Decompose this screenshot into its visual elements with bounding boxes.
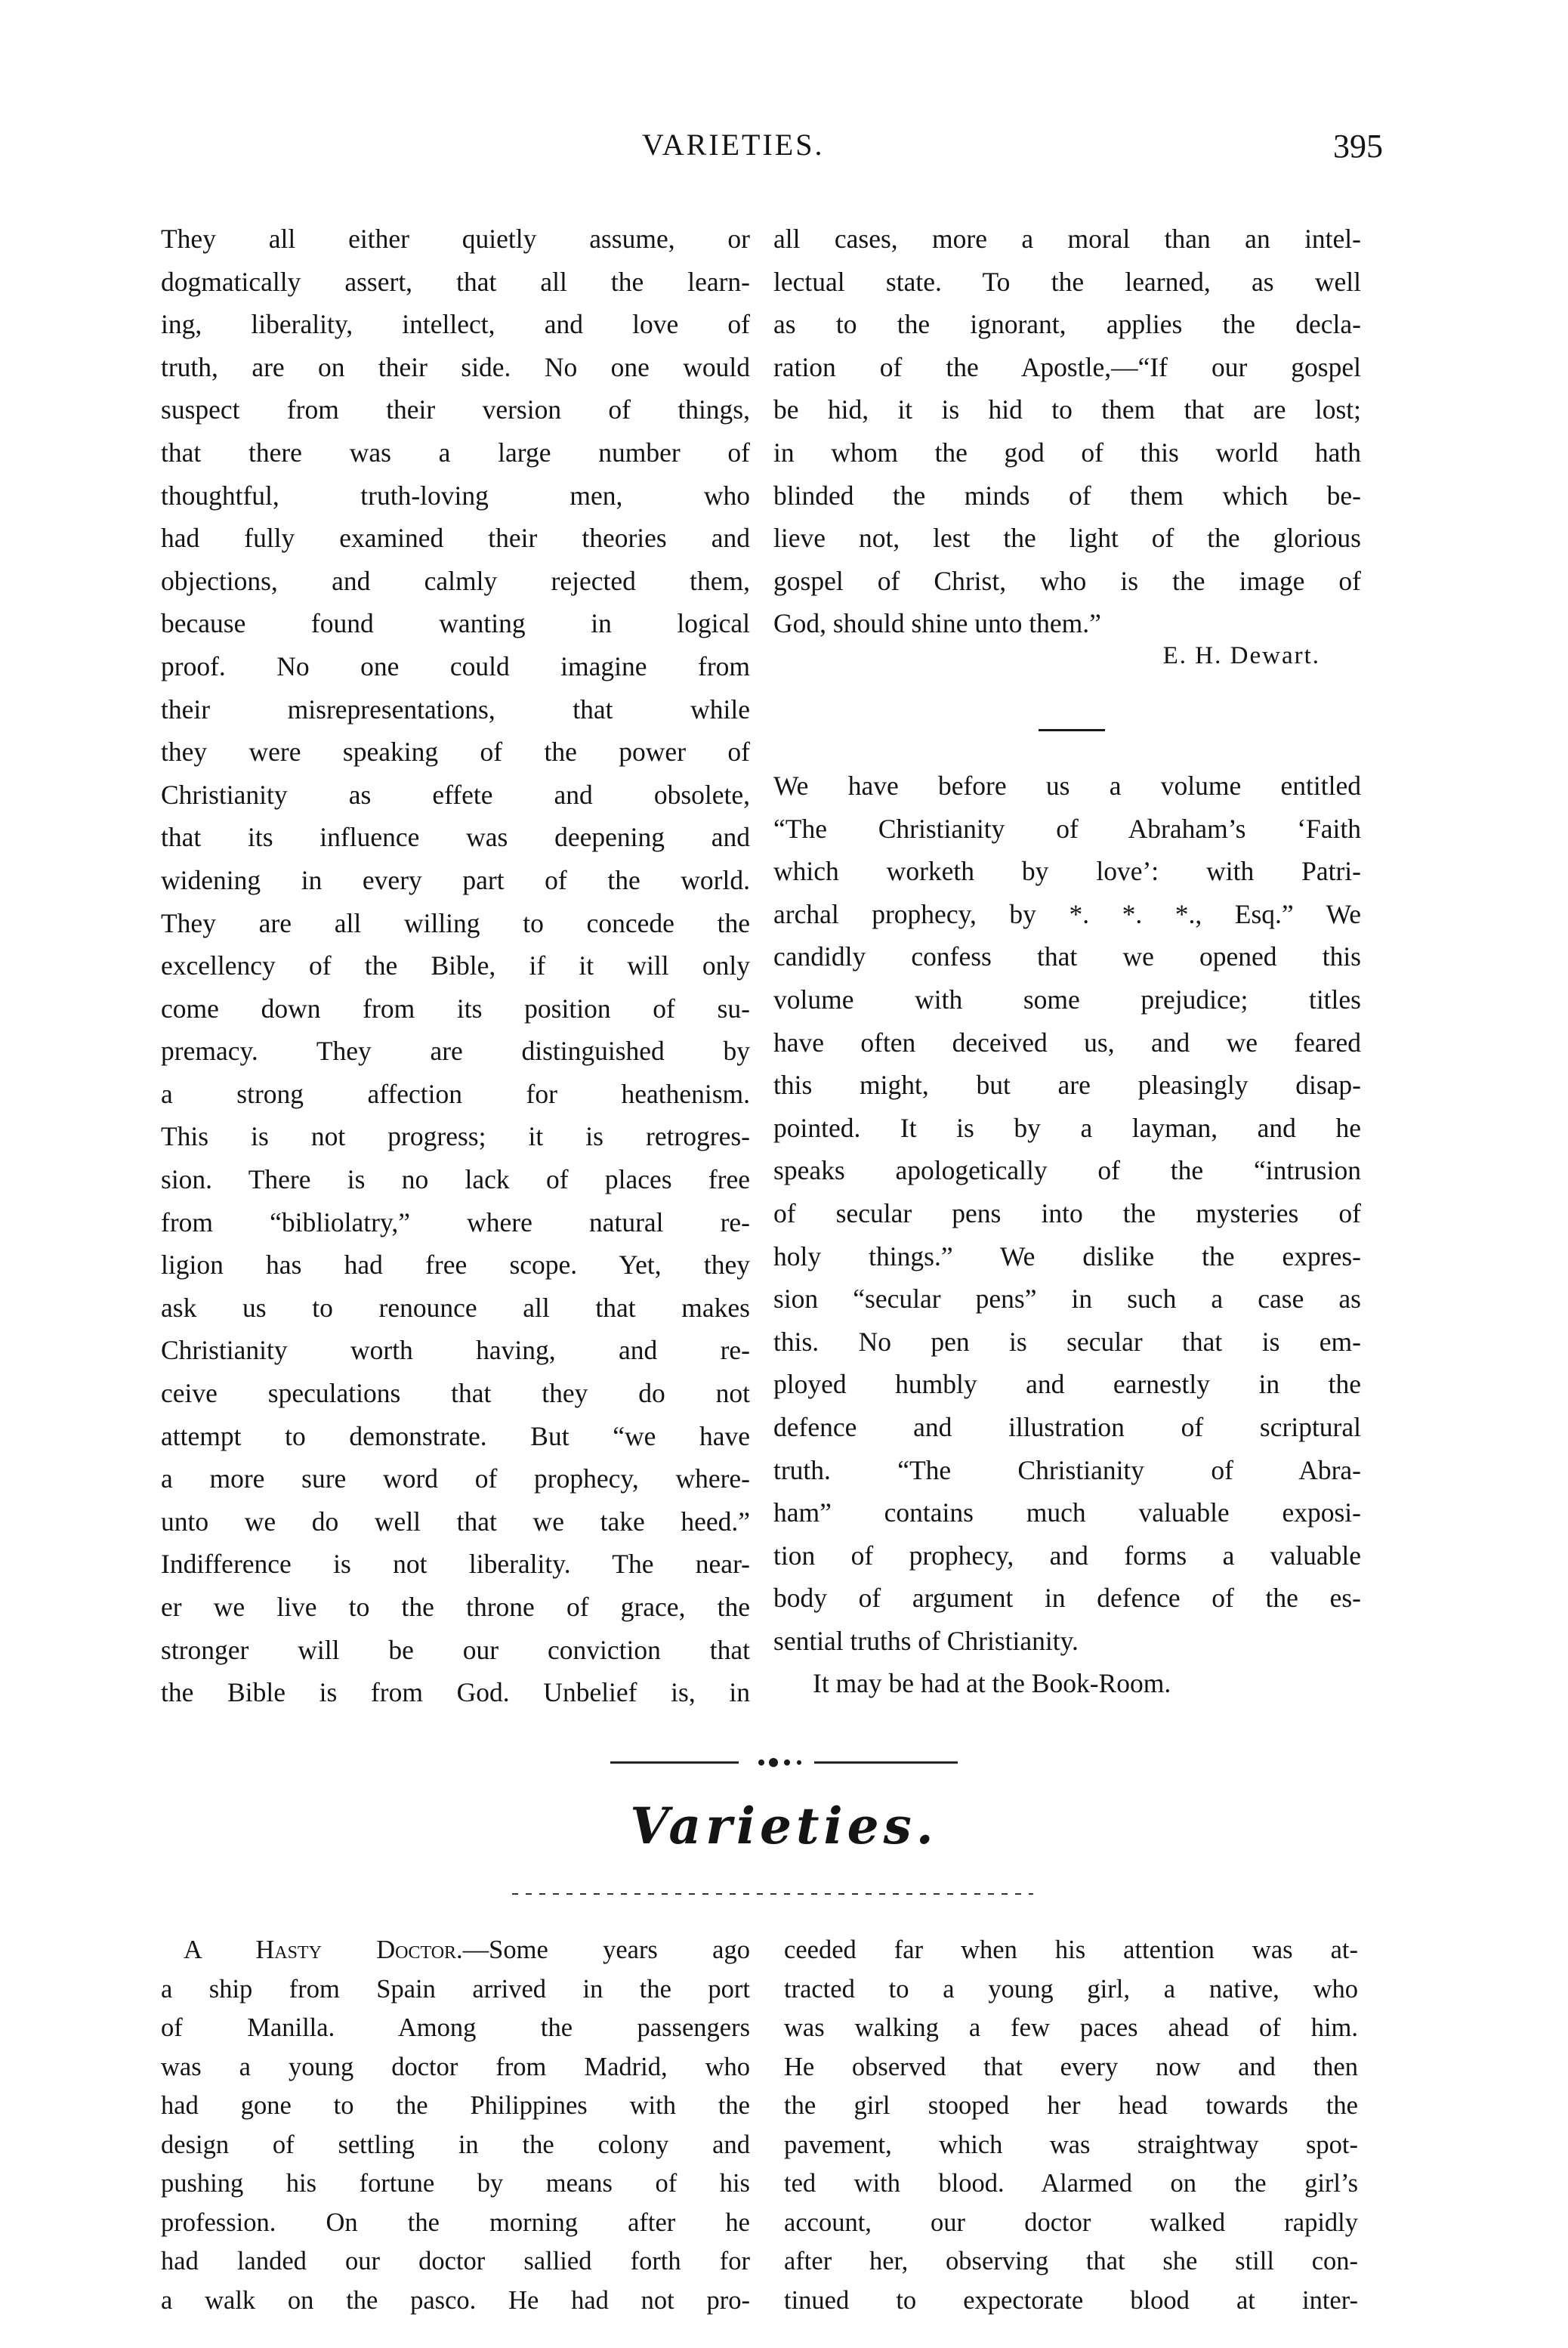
- text-line: have often deceived us, and we feared: [773, 1027, 1361, 1058]
- text-line: It may be had at the Book-Room.: [813, 1668, 1171, 1699]
- text-line: this. No pen is secular that is em-: [773, 1326, 1361, 1357]
- text-line: was a young doctor from Madrid, who: [161, 2052, 750, 2081]
- author-signature: E. H. Dewart.: [1162, 642, 1320, 669]
- text-line: had gone to the Philippines with the: [161, 2091, 750, 2120]
- text-line: widening in every part of the world.: [161, 864, 750, 895]
- text-line: ham” contains much valuable exposi-: [773, 1497, 1361, 1528]
- text-line: volume with some prejudice; titles: [773, 984, 1361, 1015]
- text-line: We have before us a volume entitled: [773, 771, 1361, 801]
- text-line: suspect from their version of things,: [161, 394, 750, 425]
- lower-left-column: [161, 1931, 750, 2320]
- text-line: truth. “The Christianity of Abra-: [773, 1454, 1361, 1485]
- text-line: proof. No one could imagine from: [161, 650, 750, 681]
- text-line: blinded the minds of them which be-: [773, 480, 1361, 511]
- text-line: their misrepresentations, that while: [161, 694, 750, 724]
- text-line: had fully examined their theories and: [161, 523, 750, 554]
- text-line: sion “secular pens” in such a case as: [773, 1284, 1361, 1315]
- text-line: pavement, which was straightway spot-: [784, 2130, 1358, 2159]
- article-first-line: [161, 1931, 750, 1970]
- page-number: 395: [1333, 128, 1383, 165]
- section-heading: Varieties.: [630, 1797, 938, 1855]
- text-line: tracted to a young girl, a native, who: [784, 1974, 1358, 2004]
- text-line: lieve not, lest the light of the glorious: [773, 523, 1361, 554]
- ornamental-rule: [610, 1751, 958, 1774]
- text-line: Christianity as effete and obsolete,: [161, 779, 750, 810]
- text-line: “The Christianity of Abraham’s ‘Faith: [773, 813, 1361, 844]
- text-line: had landed our doctor sallied forth for: [161, 2247, 750, 2275]
- text-line: of Manilla. Among the passengers: [161, 2013, 750, 2042]
- text-line: defence and illustration of scriptural: [773, 1411, 1361, 1442]
- text-line: a strong affection for heathenism.: [161, 1078, 750, 1109]
- text-line: Christianity worth having, and re-: [161, 1335, 750, 1366]
- text-line: the Bible is from God. Unbelief is, in: [161, 1677, 750, 1708]
- text-line: excellency of the Bible, if it will only: [161, 950, 750, 981]
- text-line: after her, observing that she still con-: [784, 2247, 1358, 2275]
- text-line: gospel of Christ, who is the image of: [773, 565, 1361, 596]
- text-line: speaks apologetically of the “intrusion: [773, 1155, 1361, 1186]
- text-line: ted with blood. Alarmed on the girl’s: [784, 2169, 1358, 2198]
- text-line: ration of the Apostle,—“If our gospel: [773, 351, 1361, 382]
- text-line: ing, liberality, intellect, and love of: [161, 309, 750, 340]
- text-line: sential truths of Christianity.: [773, 1625, 1079, 1656]
- text-line: a walk on the pasco. He had not pro-: [161, 2285, 750, 2315]
- text-line: all cases, more a moral than an intel-: [773, 224, 1361, 254]
- short-divider-rule: [1039, 729, 1105, 731]
- text-line: This is not progress; it is retrogres-: [161, 1121, 750, 1152]
- text-line: unto we do well that we take heed.”: [161, 1506, 750, 1537]
- upper-right-column-part2: [773, 765, 1361, 1705]
- text-line: tinued to expectorate blood at inter-: [784, 2285, 1358, 2315]
- text-line: a more sure word of prophecy, where-: [161, 1463, 750, 1494]
- text-line: holy things.” We dislike the expres-: [773, 1240, 1361, 1271]
- text-line: They are all willing to concede the: [161, 907, 750, 938]
- text-line: of secular pens into the mysteries of: [773, 1197, 1361, 1228]
- text-line: body of argument in defence of the es-: [773, 1583, 1361, 1614]
- text-line: account, our doctor walked rapidly: [784, 2207, 1358, 2237]
- upper-left-column: [161, 218, 750, 1714]
- running-title: VARIETIES.: [642, 128, 825, 162]
- text-line: design of settling in the colony and: [161, 2130, 750, 2159]
- text-line: lectual state. To the learned, as well: [773, 266, 1361, 297]
- text-line: as to the ignorant, applies the decla-: [773, 309, 1361, 340]
- text-line: objections, and calmly rejected them,: [161, 565, 750, 596]
- text-line: was walking a few paces ahead of him.: [784, 2013, 1358, 2042]
- text-line: from “bibliolatry,” where natural re-: [161, 1206, 750, 1237]
- text-line: ceeded far when his attention was at-: [784, 1936, 1358, 1964]
- text-line: pointed. It is by a layman, and he: [773, 1112, 1361, 1143]
- text-line: ceive speculations that they do not: [161, 1378, 750, 1409]
- text-line: because found wanting in logical: [161, 608, 750, 639]
- text-line: they were speaking of the power of: [161, 737, 750, 768]
- running-head: [0, 127, 1568, 172]
- text-line: a ship from Spain arrived in the port: [161, 1974, 750, 2004]
- text-line: God, should shine unto them.”: [773, 608, 1101, 639]
- text-line: which worketh by love’: with Patri-: [773, 856, 1361, 887]
- text-line: in whom the god of this world hath: [773, 437, 1361, 468]
- text-line: er we live to the throne of grace, the: [161, 1592, 750, 1622]
- text-line: Indifference is not liberality. The near-: [161, 1549, 750, 1580]
- text-line: attempt to demonstrate. But “we have: [161, 1420, 750, 1451]
- text-line: the girl stooped her head towards the: [784, 2091, 1358, 2120]
- text-line: that there was a large number of: [161, 437, 750, 468]
- text-line: profession. On the morning after he: [161, 2207, 750, 2237]
- upper-right-column-part1: [773, 218, 1361, 645]
- text-line: be hid, it is hid to them that are lost;: [773, 394, 1361, 425]
- text-line: dogmatically assert, that all the learn-: [161, 266, 750, 297]
- text-line: sion. There is no lack of places free: [161, 1164, 750, 1195]
- text-line: ligion has had free scope. Yet, they: [161, 1250, 750, 1281]
- text-line: ask us to renounce all that makes: [161, 1292, 750, 1323]
- text-line: He observed that every now and then: [784, 2052, 1358, 2081]
- text-line: ployed humbly and earnestly in the: [773, 1369, 1361, 1400]
- text-line: come down from its position of su-: [161, 993, 750, 1024]
- article-lead-in: A Hasty Doctor.: [184, 1936, 463, 1964]
- article-first-line-rest: —Some years ago: [462, 1936, 750, 1964]
- text-line: premacy. They are distinguished by: [161, 1036, 750, 1067]
- text-line: They all either quietly assume, or: [161, 224, 750, 254]
- text-line: candidly confess that we opened this: [773, 941, 1361, 972]
- dashed-ornament-rule: [512, 1891, 1033, 1897]
- text-line: archal prophecy, by *. *. *., Esq.” We: [773, 898, 1361, 929]
- text-line: that its influence was deepening and: [161, 822, 750, 853]
- text-line: stronger will be our conviction that: [161, 1634, 750, 1665]
- text-line: this might, but are pleasingly disap-: [773, 1070, 1361, 1101]
- lower-right-column: [784, 1931, 1358, 2320]
- text-line: pushing his fortune by means of his: [161, 2169, 750, 2198]
- text-line: tion of prophecy, and forms a valuable: [773, 1540, 1361, 1571]
- text-line: truth, are on their side. No one would: [161, 351, 750, 382]
- text-line: thoughtful, truth-loving men, who: [161, 480, 750, 511]
